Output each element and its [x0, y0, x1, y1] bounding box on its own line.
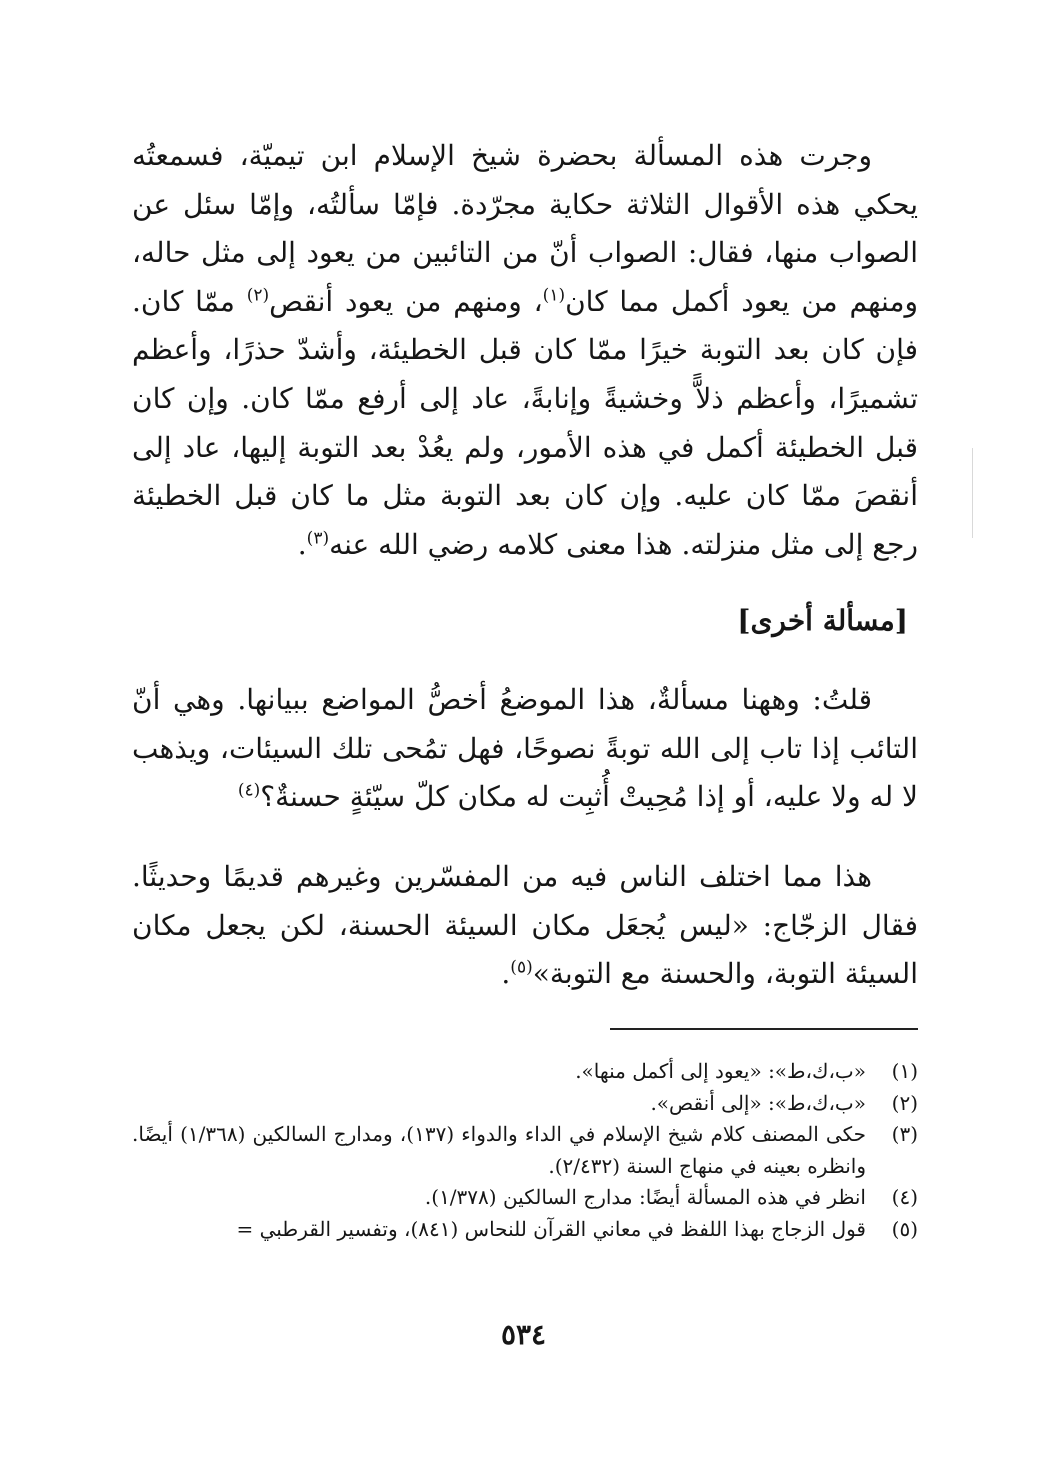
footnote-number: (٥) [891, 1216, 918, 1241]
footnote-3 [132, 1119, 918, 1182]
paragraph-1-end: . [297, 527, 307, 561]
paragraph-2 [132, 676, 918, 822]
footnote-4 [132, 1182, 918, 1214]
footnote-separator [610, 1028, 918, 1030]
paragraph-1-part-3: ممّا كان. فإن كان بعد التوبة خيرًا ممّا كان قبل الخطيئة، وأشدّ حذرًا، وأعظم تشميرًا، وأعظم ذلاًّ وخشيةً وإنابةً، عاد إلى أرفع ممّا كان. وإن كان قبل الخطيئة أكمل في هذه الأمور، ولم يعُدْ بعد التوبة إليها، عاد إلى أنقصَ ممّا كان عليه. وإن كان بعد التوبة مثل ما كان قبل الخطيئة رجع إلى مثل منزلته. هذا معنى كلامه رضي الله عنه [132, 284, 918, 561]
paragraph-3-text: هذا مما اختلف الناس فيه من المفسّرين وغيرهم قديمًا وحديثًا. فقال الزجّاج: «ليس يُجعَل مكان السيئة الحسنة، لكن يجعل مكان السيئة التوبة، والحسنة مع التوبة» [132, 860, 918, 991]
footnote-text: قول الزجاج بهذا اللفظ في معاني القرآن للنحاس (٨٤١)، وتفسير القرطبي = [236, 1216, 866, 1241]
paragraph-1-part-1: وجرت هذه المسألة بحضرة شيخ الإسلام ابن تيميّة، فسمعتُه يحكي هذه الأقوال الثلاثة حكاية مجرّدة. فإمّا سألتُه، وإمّا سئل عن الصواب منها، فقال: الصواب أنّ من التائبين من يعود إلى مثل حاله، ومنهم من يعود أكمل مما كان [132, 139, 919, 318]
footnote-1 [132, 1056, 918, 1088]
paragraph-1-part-2: ، ومنهم من يعود أنقص [269, 284, 543, 318]
footnotes-list [132, 1056, 918, 1245]
footnote-ref-5[interactable]: (٥) [510, 957, 533, 978]
footnote-text: «ب،ك،ط»: «يعود إلى أكمل منها». [575, 1059, 866, 1083]
paragraph-1 [132, 132, 918, 569]
scan-edge-mark [972, 448, 973, 538]
footnote-ref-2[interactable]: (٢) [246, 285, 270, 306]
footnote-number: (٣) [891, 1122, 918, 1146]
footnote-5 [132, 1214, 918, 1246]
footnote-number: (٤) [891, 1185, 918, 1209]
paragraph-2-text: قلتُ: وههنا مسألةٌ، هذا الموضعُ أخصُّ المواضع ببيانها. وهي أنّ التائب إذا تاب إلى الله توبةً نصوحًا، فهل تمُحى تلك السيئات، ويذهب لا له ولا عليه، أو إذا مُحِيتْ أُثبِت له مكان كلّ سيّئةٍ حسنةٌ؟ [132, 683, 918, 814]
paragraph-3 [132, 853, 918, 999]
footnote-text: انظر في هذه المسألة أيضًا: مدارج السالكين (١/٣٧٨). [424, 1185, 866, 1209]
footnote-2 [132, 1088, 918, 1120]
footnote-text: «ب،ك،ط»: «إلى أنقص». [650, 1090, 866, 1115]
page-number: ٥٣٤ [500, 1318, 547, 1351]
paragraph-3-end: . [501, 957, 511, 991]
footnote-ref-3[interactable]: (٣) [306, 528, 330, 549]
section-heading: [مسألة أخرى] [737, 604, 908, 637]
footnote-number: (١) [891, 1059, 918, 1083]
footnote-ref-4[interactable]: (٤) [237, 780, 261, 801]
footnote-number: (٢) [891, 1090, 918, 1115]
footnote-ref-1[interactable]: (١) [542, 285, 566, 306]
footnote-text: حكى المصنف كلام شيخ الإسلام في الداء والدواء (١٣٧)، ومدارج السالكين (١/٣٦٨) أيضًا. وانظره بعينه في منهاج السنة (٢/٤٣٢). [132, 1122, 866, 1178]
